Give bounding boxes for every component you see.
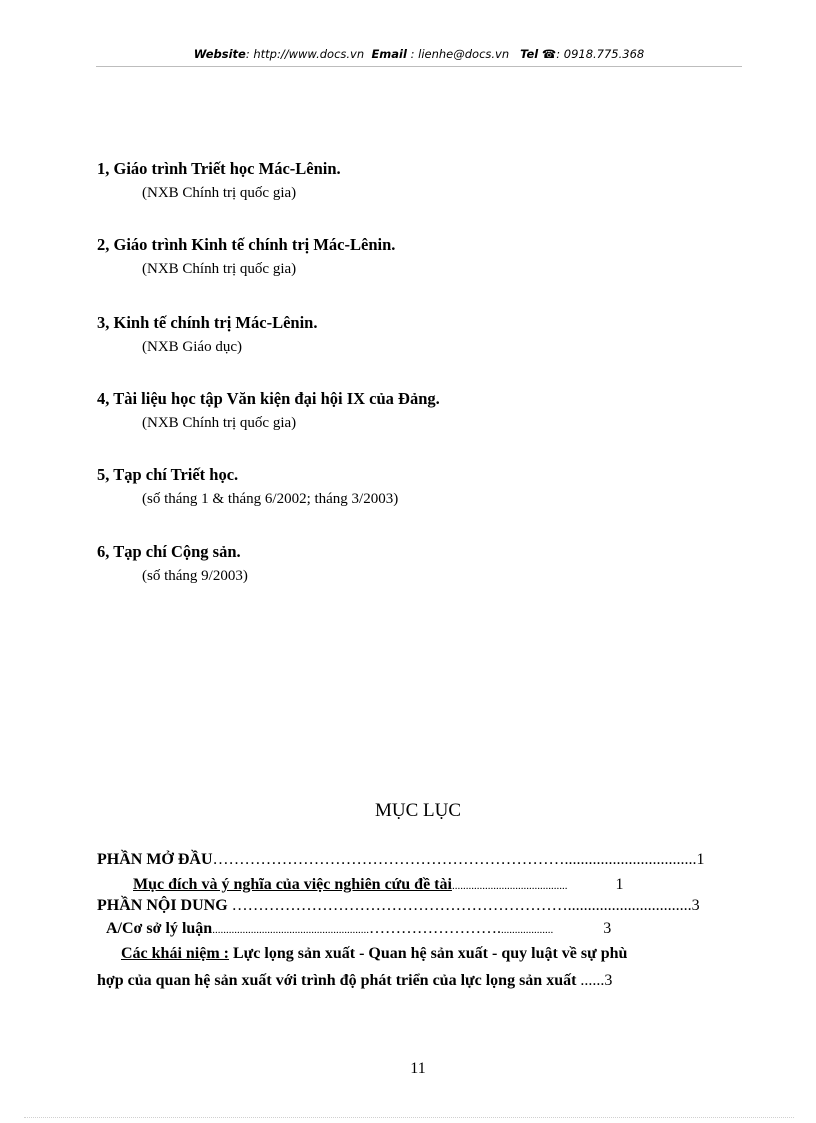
- reference-title: 5, Tạp chí Triết học.: [97, 465, 239, 484]
- reference-publisher: (số tháng 9/2003): [142, 568, 248, 584]
- toc-leader-2: …………………….: [368, 920, 501, 937]
- reference-publisher: (NXB Giáo dục): [142, 339, 242, 355]
- tel-value: : 0918.775.368: [556, 47, 645, 61]
- toc-entry-title: Mục đích và ý nghĩa của việc nghiên cứu đề tài: [133, 876, 452, 893]
- toc-entry-concepts-line2: [97, 972, 612, 990]
- website-label: Website: [193, 47, 246, 61]
- email-label: Email: [371, 47, 407, 61]
- toc-concepts-text: Lực lọng sản xuất - Quan hệ sản xuất - quy luật về sự phù: [229, 945, 628, 962]
- page-header: [96, 47, 742, 61]
- toc-entry-page: 1: [696, 851, 705, 868]
- toc-entry-title: PHẦN NỘI DUNG: [97, 897, 228, 914]
- toc-leader: ......: [576, 972, 605, 989]
- reference-publisher: (NXB Chính trị quốc gia): [142, 185, 297, 201]
- reference-title: 3, Kinh tế chính trị Mác-Lênin.: [97, 313, 318, 332]
- toc-entry-concepts-line1: [121, 945, 627, 963]
- toc-entry-page: 3: [691, 897, 700, 914]
- reference-item-2: [97, 235, 395, 278]
- toc-concepts-text: hợp của quan hệ sản xuất với trình độ phát triển của lực lọng sản xuất: [97, 972, 577, 989]
- page-number: 11: [410, 1060, 426, 1077]
- toc-entry-page: 3: [604, 972, 613, 989]
- toc-heading: MỤC LỤC: [374, 800, 462, 821]
- tel-label: Tel: [520, 47, 539, 61]
- reference-item-3: [97, 313, 317, 356]
- toc-entry-page: 1: [615, 876, 624, 893]
- toc-entry-purpose: [133, 876, 623, 894]
- toc-entry-title: PHẦN MỞ ĐẦU: [97, 851, 213, 868]
- reference-title: 6, Tạp chí Cộng sản.: [97, 542, 241, 561]
- reference-item-4: [97, 389, 440, 432]
- toc-leader-3: ...................: [500, 924, 554, 936]
- reference-publisher: (số tháng 1 & tháng 6/2002; tháng 3/2003): [142, 491, 399, 507]
- toc-entry-part2: [97, 897, 700, 915]
- reference-title: 4, Tài liệu học tập Văn kiện đại hội IX của Đảng.: [97, 389, 440, 408]
- website-value: : http://www.docs.vn: [245, 47, 365, 61]
- toc-entry-title: A/Cơ sở lý luận: [106, 920, 213, 937]
- reference-title: 1, Giáo trình Triết học Mác-Lênin.: [97, 159, 341, 178]
- reference-item-5: [97, 465, 398, 508]
- email-value: : lienhe@docs.vn: [410, 47, 510, 61]
- toc-entry-basis: [106, 920, 611, 938]
- reference-publisher: (NXB Chính trị quốc gia): [142, 261, 297, 277]
- toc-leader: ………………………………………………………….................................: [212, 851, 697, 868]
- toc-leader: ..........................................: [451, 880, 568, 892]
- toc-leader: ………………………………………………………...............................: [227, 897, 692, 914]
- reference-item-6: [97, 542, 248, 585]
- toc-concepts-label: Các khái niệm :: [121, 945, 229, 962]
- footer-divider: [24, 1117, 794, 1118]
- reference-item-1: [97, 159, 341, 202]
- header-divider: [96, 66, 742, 67]
- phone-icon: ☎: [541, 47, 557, 61]
- toc-entry-page: 3: [603, 920, 612, 937]
- reference-publisher: (NXB Chính trị quốc gia): [142, 415, 297, 431]
- toc-leader: .........................................................: [212, 924, 369, 936]
- toc-entry-part1: [97, 851, 705, 869]
- reference-title: 2, Giáo trình Kinh tế chính trị Mác-Lênin.: [97, 235, 396, 254]
